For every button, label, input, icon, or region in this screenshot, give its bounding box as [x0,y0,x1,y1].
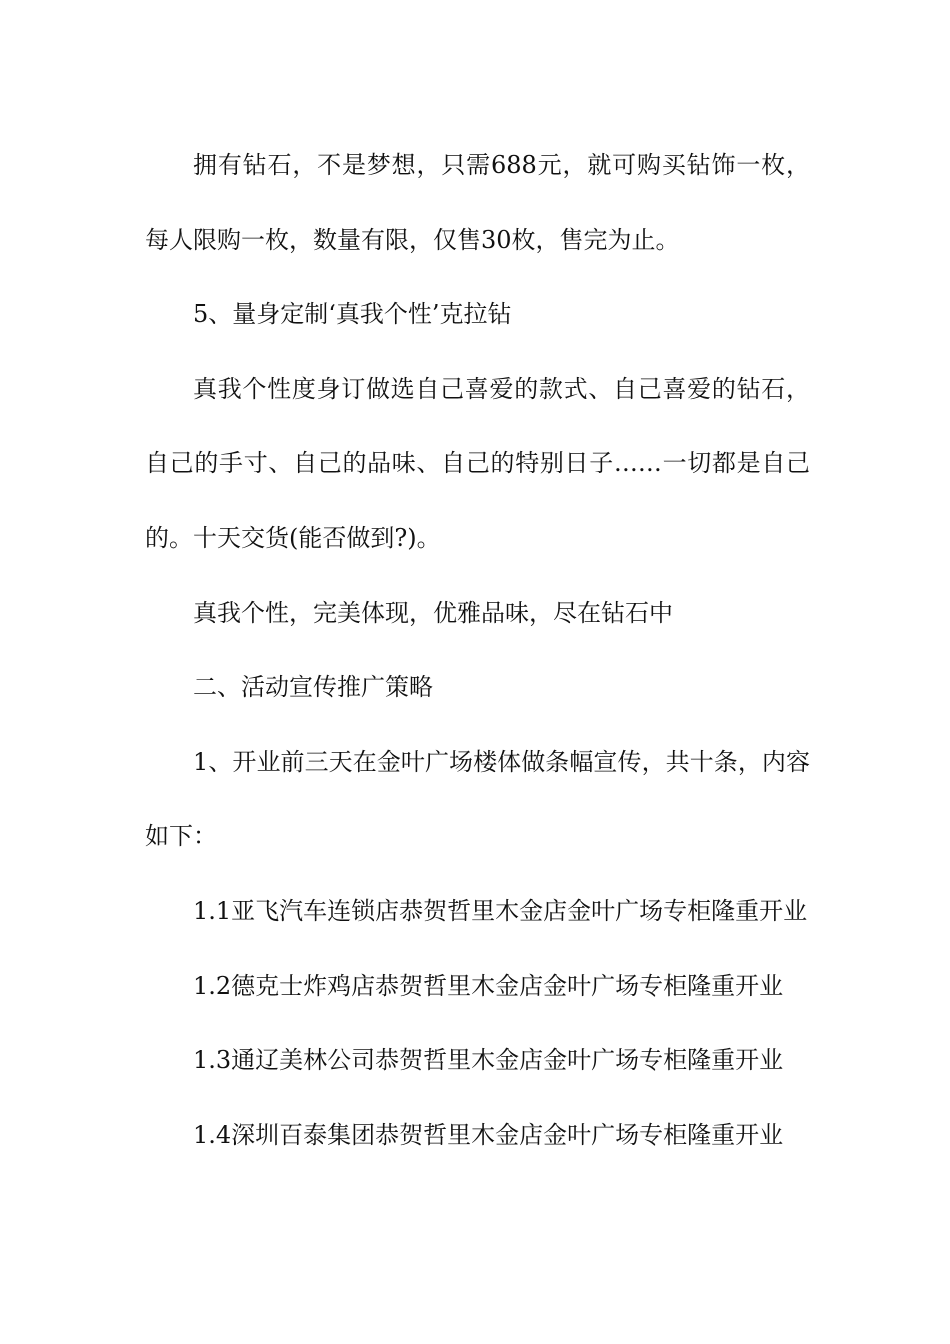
paragraph-slogan: 真我个性，完美体现，优雅品味，尽在钻石中 [193,598,673,627]
paragraph-banner-intro: 1、开业前三天在金叶广场楼体做条幅宣传，共十条，内容如下： [145,747,810,851]
paragraph-diamond-offer: 拥有钻石，不是梦想，只需688元，就可购买钻饰一枚，每人限购一枚，数量有限，仅售30枚，售完为止。 [145,151,810,254]
paragraph-banner-1-2: 1.2德克士炸鸡店恭贺哲里木金店金叶广场专柜隆重开业 [193,971,784,1000]
document-body [145,128,810,1172]
paragraph-section-2-heading: 二、活动宣传推广策略 [193,673,433,702]
paragraph-banner-1-3: 1.3通辽美林公司恭贺哲里木金店金叶广场专柜隆重开业 [193,1046,784,1075]
paragraph-banner-1-4: 1.4深圳百泰集团恭贺哲里木金店金叶广场专柜隆重开业 [193,1120,784,1149]
paragraph-banner-1-1: 1.1亚飞汽车连锁店恭贺哲里木金店金叶广场专柜隆重开业 [193,896,808,925]
paragraph-custom-diamond: 真我个性度身订做选自己喜爱的款式、自己喜爱的钻石，自己的手寸、自己的品味、自己的特别日子……一切都是自己的。十天交货(能否做到?)。 [145,374,810,552]
paragraph-section-5-heading: 5、量身定制‘真我个性’克拉钻 [193,300,512,329]
